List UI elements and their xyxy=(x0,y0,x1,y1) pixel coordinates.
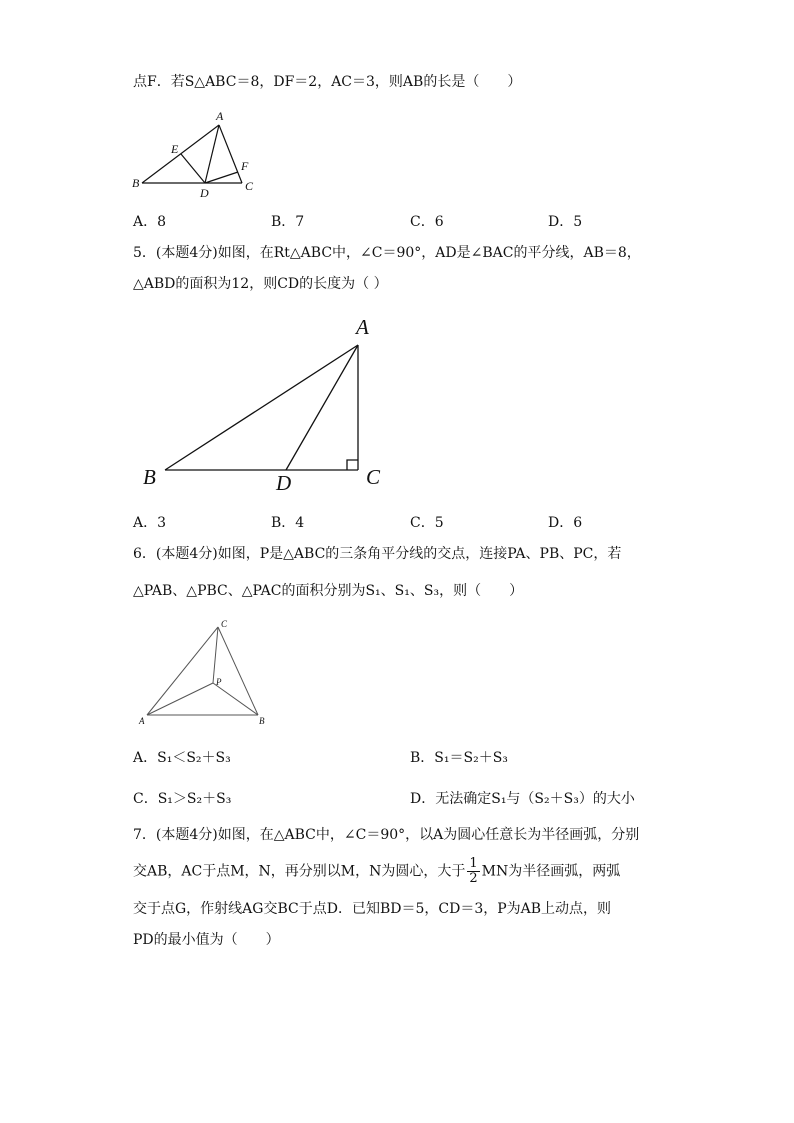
q6-seg-PC xyxy=(213,627,218,683)
q7-stem-line-2b: MN为半径画弧，两弧 xyxy=(481,863,621,880)
q5-label-A: A xyxy=(356,315,369,339)
q6-seg-PA xyxy=(147,683,213,715)
q6-label-A: A xyxy=(139,716,145,726)
q5-option-c[interactable]: C．5 xyxy=(410,515,444,531)
q4-label-B: B xyxy=(132,176,140,190)
q4-seg-ED xyxy=(181,154,205,183)
q4-label-F: F xyxy=(241,159,249,173)
q7-stem-line-4: PD的最小值为（ ） xyxy=(133,932,280,948)
q5-label-D: D xyxy=(276,471,292,495)
q4-label-A: A xyxy=(216,109,224,123)
q6-option-d[interactable]: D．无法确定S₁与（S₂＋S₃）的大小 xyxy=(410,791,635,807)
q5-option-a[interactable]: A．3 xyxy=(133,515,167,531)
q6-seg-AC xyxy=(147,627,218,715)
q5-label-B: B xyxy=(143,465,156,489)
q5-option-b[interactable]: B．4 xyxy=(271,515,305,531)
q6-label-C: C xyxy=(221,619,228,629)
q4-label-C: C xyxy=(245,179,254,193)
q7-stem-line-3: 交于点G，作射线AG交BC于点D．已知BD＝5，CD＝3，P为AB上动点，则 xyxy=(133,901,612,917)
q6-option-a[interactable]: A．S₁＜S₂＋S₃ xyxy=(133,750,231,766)
q7-fraction-half xyxy=(467,857,479,886)
q6-stem-line-2: △PAB、△PBC、△PAC的面积分别为S₁、S₁、S₃，则（ ） xyxy=(133,583,524,599)
q6-seg-CB xyxy=(218,627,258,715)
q5-stem-line-2: △ABD的面积为12，则CD的长度为（ ） xyxy=(133,276,388,292)
q6-label-P: P xyxy=(216,677,222,687)
q7-frac-denominator: 2 xyxy=(469,871,478,886)
q4-option-a[interactable]: A．8 xyxy=(133,214,167,230)
q6-option-b[interactable]: B．S₁＝S₂＋S₃ xyxy=(410,750,508,766)
q5-right-angle-mark xyxy=(347,460,358,470)
q5-figure xyxy=(138,312,398,497)
q4-label-E: E xyxy=(171,142,179,156)
q7-stem-line-2a: 交AB，AC于点M，N，再分别以M，N为圆心，大于 xyxy=(133,863,466,880)
q6-stem-line-1: 6．(本题4分)如图，P是△ABC的三条角平分线的交点，连接PA、PB、PC，若 xyxy=(133,546,622,562)
q5-seg-BA xyxy=(165,345,358,470)
q5-option-d[interactable]: D．6 xyxy=(548,515,583,531)
q4-option-b[interactable]: B．7 xyxy=(271,214,305,230)
q4-option-c[interactable]: C．6 xyxy=(410,214,444,230)
q4-stem-line: 点F．若S△ABC＝8，DF＝2，AC＝3，则AB的长是（ ） xyxy=(133,74,522,90)
q6-label-B: B xyxy=(259,716,265,726)
q4-option-d[interactable]: D．5 xyxy=(548,214,583,230)
q4-seg-DF xyxy=(205,172,238,183)
q4-figure xyxy=(128,106,268,202)
q7-stem-line-1: 7．(本题4分)如图，在△ABC中，∠C＝90°，以A为圆心任意长为半径画弧，分别 xyxy=(133,827,640,843)
q7-frac-numerator: 1 xyxy=(469,856,478,871)
q5-seg-AD xyxy=(286,345,358,470)
q4-label-D: D xyxy=(200,186,209,200)
q6-figure xyxy=(135,615,280,730)
q5-stem-line-1: 5．(本题4分)如图，在Rt△ABC中，∠C＝90°，AD是∠BAC的平分线，AB＝8， xyxy=(133,245,641,261)
q5-label-C: C xyxy=(366,465,381,489)
q6-option-c[interactable]: C．S₁＞S₂＋S₃ xyxy=(133,791,232,807)
q7-stem-line-2 xyxy=(133,857,620,886)
